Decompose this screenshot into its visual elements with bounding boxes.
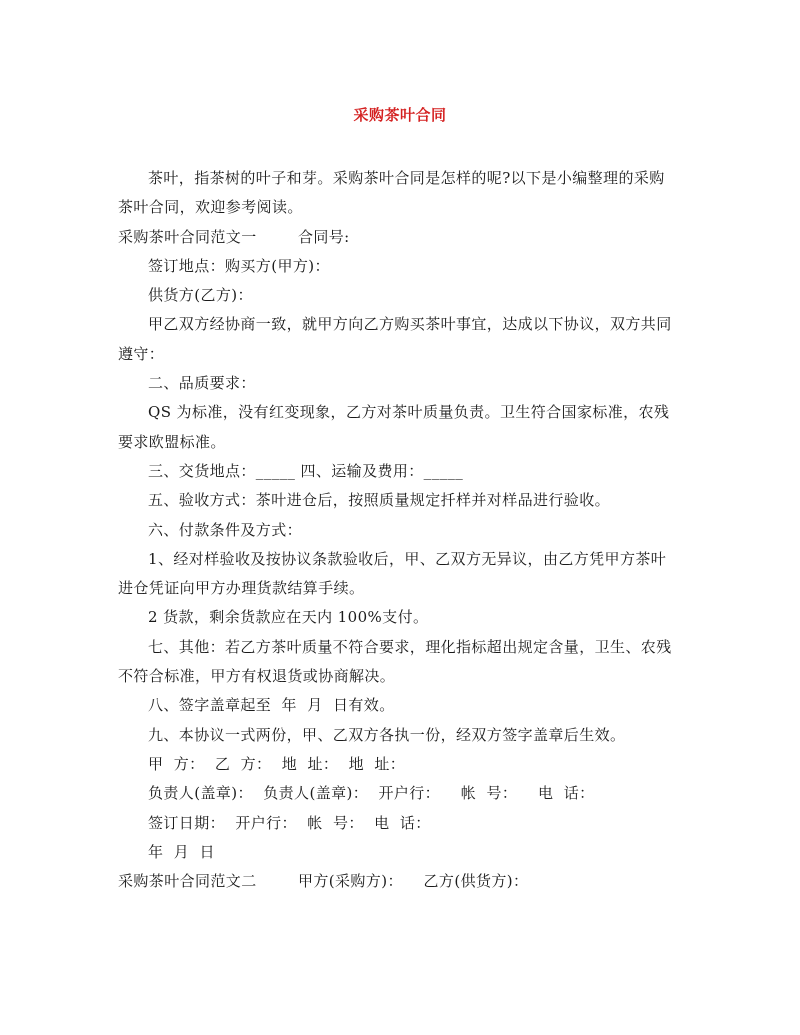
- text-line: 七、其他：若乙方茶叶质量不符合要求，理化指标超出规定含量，卫生、农残: [148, 637, 672, 656]
- text-line: 五、验收方式：茶叶进仓后，按照质量规定扦样并对样品进行验收。: [148, 491, 611, 510]
- text-line: 六、付款条件及方式：: [148, 520, 303, 539]
- text-line: QS 为标准，没有红变现象，乙方对茶叶质量负责。卫生符合国家标准，农残: [148, 403, 670, 422]
- text-line: 遵守：: [118, 344, 165, 363]
- text-line: 茶叶合同，欢迎参考阅读。: [118, 198, 303, 217]
- text-line: 不符合标准，甲方有权退货或协商解决。: [118, 667, 396, 686]
- document-body: [118, 164, 688, 896]
- text-line: 甲 方： 乙 方： 地 址： 地 址：: [148, 754, 406, 773]
- text-line: 采购茶叶合同范文一 合同号:: [118, 227, 350, 246]
- text-line: 采购茶叶合同范文二 甲方(采购方)： 乙方(供货方)：: [118, 872, 529, 891]
- text-line: 二、品质要求：: [148, 374, 256, 393]
- text-line: 三、交货地点：_____ 四、运输及费用：_____: [148, 461, 464, 480]
- text-line: 茶叶，指茶树的叶子和芽。采购茶叶合同是怎样的呢?以下是小编整理的采购: [148, 169, 665, 187]
- text-line: 要求欧盟标准。: [118, 432, 226, 451]
- text-line: 九、本协议一式两份，甲、乙双方各执一份，经双方签字盖章后生效。: [148, 725, 626, 744]
- text-line: 甲乙双方经协商一致，就甲方向乙方购买茶叶事宜，达成以下协议，双方共同: [148, 315, 672, 334]
- document-title: 采购茶叶合同: [353, 106, 447, 124]
- text-line: 签订日期： 开户行： 帐 号： 电 话：: [148, 813, 431, 832]
- text-line: 进仓凭证向甲方办理货款结算手续。: [118, 579, 365, 598]
- text-line: 年 月 日: [148, 842, 215, 861]
- text-line: 供货方(乙方)：: [148, 286, 253, 305]
- text-line: 1、经对样验收及按协议条款验收后，甲、乙双方无异议，由乙方凭甲方茶叶: [148, 549, 667, 568]
- text-line: 签订地点：购买方(甲方)：: [148, 256, 330, 275]
- text-line: 负责人(盖章)： 负责人(盖章)： 开户行： 帐 号： 电 话：: [148, 784, 595, 803]
- text-line: 2 货款，剩余货款应在天内 100%支付。: [148, 608, 429, 627]
- text-line: 八、签字盖章起至 年 月 日有效。: [148, 696, 395, 715]
